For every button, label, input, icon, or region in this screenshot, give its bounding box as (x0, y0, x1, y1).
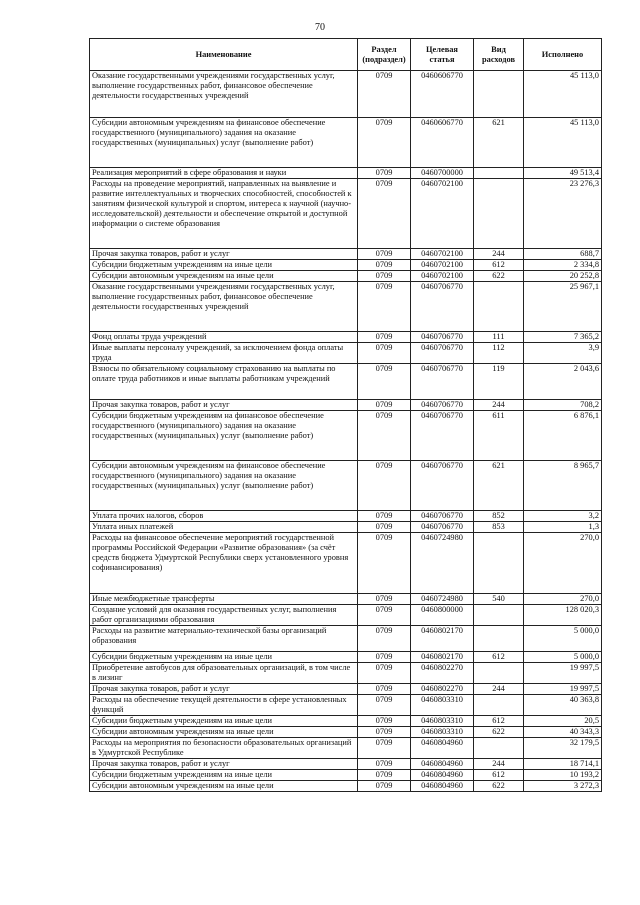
row-name-cell: Иные межбюджетные трансферты (90, 594, 358, 605)
row-type-cell: 244 (474, 249, 524, 260)
row-target-cell: 0460804960 (411, 759, 474, 770)
row-target-cell: 0460702100 (411, 179, 474, 249)
row-type-cell: 611 (474, 411, 524, 461)
row-section-cell: 0709 (358, 282, 411, 332)
row-section-cell: 0709 (358, 781, 411, 792)
row-type-cell: 612 (474, 652, 524, 663)
table-row (90, 663, 602, 684)
row-name-cell: Уплата иных платежей (90, 522, 358, 533)
table-row (90, 695, 602, 716)
table-row (90, 118, 602, 168)
row-target-cell: 0460802170 (411, 626, 474, 652)
row-section-cell: 0709 (358, 118, 411, 168)
row-done-cell: 3,2 (524, 511, 602, 522)
row-type-cell: 622 (474, 271, 524, 282)
row-name-cell: Расходы на развитие материально-технической базы организаций образования (90, 626, 358, 652)
row-target-cell: 0460804960 (411, 781, 474, 792)
row-done-cell: 45 113,0 (524, 71, 602, 118)
row-name-cell: Создание условий для оказания государственных услуг, выполнения работ организациями образования (90, 605, 358, 626)
page-number: 70 (315, 22, 325, 33)
row-target-cell: 0460802270 (411, 663, 474, 684)
table-row (90, 533, 602, 594)
row-section-cell: 0709 (358, 271, 411, 282)
table-row (90, 260, 602, 271)
row-target-cell: 0460606770 (411, 118, 474, 168)
row-target-cell: 0460803310 (411, 716, 474, 727)
table-row (90, 179, 602, 249)
table-row (90, 411, 602, 461)
row-type-cell: 622 (474, 727, 524, 738)
row-done-cell: 688,7 (524, 249, 602, 260)
table-row (90, 511, 602, 522)
row-target-cell: 0460706770 (411, 343, 474, 364)
row-type-cell (474, 71, 524, 118)
row-done-cell: 3,9 (524, 343, 602, 364)
row-name-cell: Уплата прочих налогов, сборов (90, 511, 358, 522)
row-type-cell (474, 738, 524, 759)
table-row (90, 343, 602, 364)
table-row (90, 781, 602, 792)
row-section-cell: 0709 (358, 461, 411, 511)
table-row (90, 71, 602, 118)
table-row (90, 522, 602, 533)
row-target-cell: 0460706770 (411, 461, 474, 511)
row-section-cell: 0709 (358, 716, 411, 727)
row-type-cell: 612 (474, 260, 524, 271)
row-type-cell: 621 (474, 118, 524, 168)
row-target-cell: 0460706770 (411, 400, 474, 411)
row-name-cell: Субсидии автономным учреждениям на финансовое обеспечение государственного (муниципального) задания на оказание государственных (муниципальных) услуг (выполнение работ) (90, 461, 358, 511)
row-section-cell: 0709 (358, 411, 411, 461)
row-done-cell: 49 513,4 (524, 168, 602, 179)
row-target-cell: 0460706770 (411, 364, 474, 400)
table-row (90, 759, 602, 770)
row-type-cell: 112 (474, 343, 524, 364)
row-target-cell: 0460803310 (411, 695, 474, 716)
row-target-cell: 0460724980 (411, 594, 474, 605)
row-target-cell: 0460706770 (411, 332, 474, 343)
header-type: Вид расходов (474, 39, 524, 71)
row-name-cell: Субсидии бюджетным учреждениям на иные цели (90, 716, 358, 727)
table-body (90, 71, 602, 792)
row-section-cell: 0709 (358, 594, 411, 605)
table-row (90, 605, 602, 626)
table-row (90, 738, 602, 759)
row-done-cell: 7 365,2 (524, 332, 602, 343)
row-target-cell: 0460706770 (411, 522, 474, 533)
table-row (90, 249, 602, 260)
row-section-cell: 0709 (358, 684, 411, 695)
table-row (90, 271, 602, 282)
row-type-cell: 244 (474, 400, 524, 411)
row-done-cell: 3 272,3 (524, 781, 602, 792)
row-section-cell: 0709 (358, 249, 411, 260)
row-target-cell: 0460803310 (411, 727, 474, 738)
row-name-cell: Расходы на обеспечение текущей деятельности в сфере установленных функций (90, 695, 358, 716)
row-section-cell: 0709 (358, 770, 411, 781)
row-done-cell: 6 876,1 (524, 411, 602, 461)
table-row (90, 332, 602, 343)
row-target-cell: 0460724980 (411, 533, 474, 594)
row-section-cell: 0709 (358, 364, 411, 400)
table-row (90, 626, 602, 652)
row-done-cell: 1,3 (524, 522, 602, 533)
row-done-cell: 32 179,5 (524, 738, 602, 759)
row-type-cell (474, 179, 524, 249)
row-section-cell: 0709 (358, 260, 411, 271)
row-target-cell: 0460702100 (411, 260, 474, 271)
row-type-cell (474, 533, 524, 594)
row-section-cell: 0709 (358, 71, 411, 118)
table-row (90, 716, 602, 727)
table-row (90, 364, 602, 400)
row-type-cell (474, 695, 524, 716)
row-done-cell: 19 997,5 (524, 663, 602, 684)
row-name-cell: Приобретение автобусов для образовательных организаций, в том числе в лизинг (90, 663, 358, 684)
row-name-cell: Оказание государственными учреждениями государственных услуг, выполнение государственных работ, финансовое обеспечение деятельности государственных учреждений (90, 71, 358, 118)
row-type-cell: 622 (474, 781, 524, 792)
row-section-cell: 0709 (358, 727, 411, 738)
row-section-cell: 0709 (358, 738, 411, 759)
row-target-cell: 0460802270 (411, 684, 474, 695)
row-section-cell: 0709 (358, 759, 411, 770)
header-section: Раздел (подраздел) (358, 39, 411, 71)
row-target-cell: 0460706770 (411, 282, 474, 332)
row-type-cell: 111 (474, 332, 524, 343)
row-name-cell: Расходы на финансовое обеспечение мероприятий государственной программы Российской Федерации «Развитие образования» (за счёт средств бюджета Удмуртской Республики сверх установленного уровня софинансирования) (90, 533, 358, 594)
table-row (90, 282, 602, 332)
row-type-cell: 612 (474, 770, 524, 781)
row-done-cell: 2 043,6 (524, 364, 602, 400)
row-name-cell: Прочая закупка товаров, работ и услуг (90, 759, 358, 770)
row-target-cell: 0460802170 (411, 652, 474, 663)
row-target-cell: 0460706770 (411, 411, 474, 461)
row-name-cell: Расходы на мероприятия по безопасности образовательных организаций в Удмуртской Республике (90, 738, 358, 759)
row-section-cell: 0709 (358, 522, 411, 533)
row-done-cell: 128 020,3 (524, 605, 602, 626)
row-done-cell: 708,2 (524, 400, 602, 411)
row-name-cell: Субсидии бюджетным учреждениям на иные цели (90, 652, 358, 663)
row-section-cell: 0709 (358, 533, 411, 594)
table-row (90, 684, 602, 695)
budget-table (89, 38, 602, 792)
header-name: Наименование (90, 39, 358, 71)
row-done-cell: 40 343,3 (524, 727, 602, 738)
row-name-cell: Прочая закупка товаров, работ и услуг (90, 249, 358, 260)
row-type-cell: 852 (474, 511, 524, 522)
row-type-cell: 853 (474, 522, 524, 533)
row-name-cell: Расходы на проведение мероприятий, направленных на выявление и развитие интеллектуальных и творческих способностей, способностей к занятиям физической культурой и спортом, интереса к научной (научно-исследовательской) деятельности и обеспечение открытой и доступной информации о системе образования (90, 179, 358, 249)
row-section-cell: 0709 (358, 179, 411, 249)
row-done-cell: 270,0 (524, 533, 602, 594)
row-type-cell (474, 605, 524, 626)
row-section-cell: 0709 (358, 663, 411, 684)
row-section-cell: 0709 (358, 332, 411, 343)
row-done-cell: 2 334,8 (524, 260, 602, 271)
row-type-cell: 612 (474, 716, 524, 727)
row-name-cell: Взносы по обязательному социальному страхованию на выплаты по оплате труда работников и иные выплаты работникам учреждений (90, 364, 358, 400)
row-name-cell: Иные выплаты персоналу учреждений, за исключением фонда оплаты труда (90, 343, 358, 364)
row-name-cell: Оказание государственными учреждениями государственных услуг, выполнение государственных работ, финансовое обеспечение деятельности государственных учреждений (90, 282, 358, 332)
row-type-cell: 540 (474, 594, 524, 605)
row-section-cell: 0709 (358, 511, 411, 522)
row-type-cell: 119 (474, 364, 524, 400)
row-type-cell (474, 626, 524, 652)
row-type-cell: 244 (474, 759, 524, 770)
row-name-cell: Прочая закупка товаров, работ и услуг (90, 400, 358, 411)
row-name-cell: Реализация мероприятий в сфере образования и науки (90, 168, 358, 179)
row-name-cell: Субсидии автономным учреждениям на иные цели (90, 781, 358, 792)
table-row (90, 168, 602, 179)
row-name-cell: Субсидии автономным учреждениям на иные цели (90, 271, 358, 282)
row-section-cell: 0709 (358, 695, 411, 716)
table-row (90, 770, 602, 781)
row-target-cell: 0460800000 (411, 605, 474, 626)
row-target-cell: 0460606770 (411, 71, 474, 118)
row-name-cell: Субсидии бюджетным учреждениям на иные цели (90, 260, 358, 271)
table-header-row (90, 39, 602, 71)
table-row (90, 400, 602, 411)
row-type-cell (474, 663, 524, 684)
table-row (90, 727, 602, 738)
row-done-cell: 270,0 (524, 594, 602, 605)
row-target-cell: 0460702100 (411, 249, 474, 260)
row-name-cell: Субсидии автономным учреждениям на финансовое обеспечение государственного (муниципального) задания на оказание государственных (муниципальных) услуг (выполнение работ) (90, 118, 358, 168)
row-target-cell: 0460702100 (411, 271, 474, 282)
row-done-cell: 10 193,2 (524, 770, 602, 781)
row-name-cell: Субсидии бюджетным учреждениям на иные цели (90, 770, 358, 781)
row-name-cell: Прочая закупка товаров, работ и услуг (90, 684, 358, 695)
row-done-cell: 5 000,0 (524, 626, 602, 652)
row-done-cell: 20,5 (524, 716, 602, 727)
row-done-cell: 40 363,8 (524, 695, 602, 716)
table-row (90, 652, 602, 663)
row-type-cell: 244 (474, 684, 524, 695)
header-done: Исполнено (524, 39, 602, 71)
row-done-cell: 23 276,3 (524, 179, 602, 249)
row-target-cell: 0460706770 (411, 511, 474, 522)
row-target-cell: 0460804960 (411, 738, 474, 759)
row-section-cell: 0709 (358, 652, 411, 663)
row-section-cell: 0709 (358, 626, 411, 652)
row-done-cell: 18 714,1 (524, 759, 602, 770)
row-section-cell: 0709 (358, 400, 411, 411)
row-type-cell: 621 (474, 461, 524, 511)
header-target: Целевая статья (411, 39, 474, 71)
row-target-cell: 0460700000 (411, 168, 474, 179)
row-done-cell: 45 113,0 (524, 118, 602, 168)
row-name-cell: Фонд оплаты труда учреждений (90, 332, 358, 343)
row-name-cell: Субсидии автономным учреждениям на иные цели (90, 727, 358, 738)
row-target-cell: 0460804960 (411, 770, 474, 781)
row-name-cell: Субсидии бюджетным учреждениям на финансовое обеспечение государственного (муниципального) задания на оказание государственных (муниципальных) услуг (выполнение работ) (90, 411, 358, 461)
table-row (90, 461, 602, 511)
row-section-cell: 0709 (358, 168, 411, 179)
table-row (90, 594, 602, 605)
row-type-cell (474, 168, 524, 179)
row-section-cell: 0709 (358, 605, 411, 626)
row-done-cell: 19 997,5 (524, 684, 602, 695)
row-done-cell: 25 967,1 (524, 282, 602, 332)
row-done-cell: 8 965,7 (524, 461, 602, 511)
row-section-cell: 0709 (358, 343, 411, 364)
row-done-cell: 5 000,0 (524, 652, 602, 663)
row-type-cell (474, 282, 524, 332)
row-done-cell: 20 252,8 (524, 271, 602, 282)
